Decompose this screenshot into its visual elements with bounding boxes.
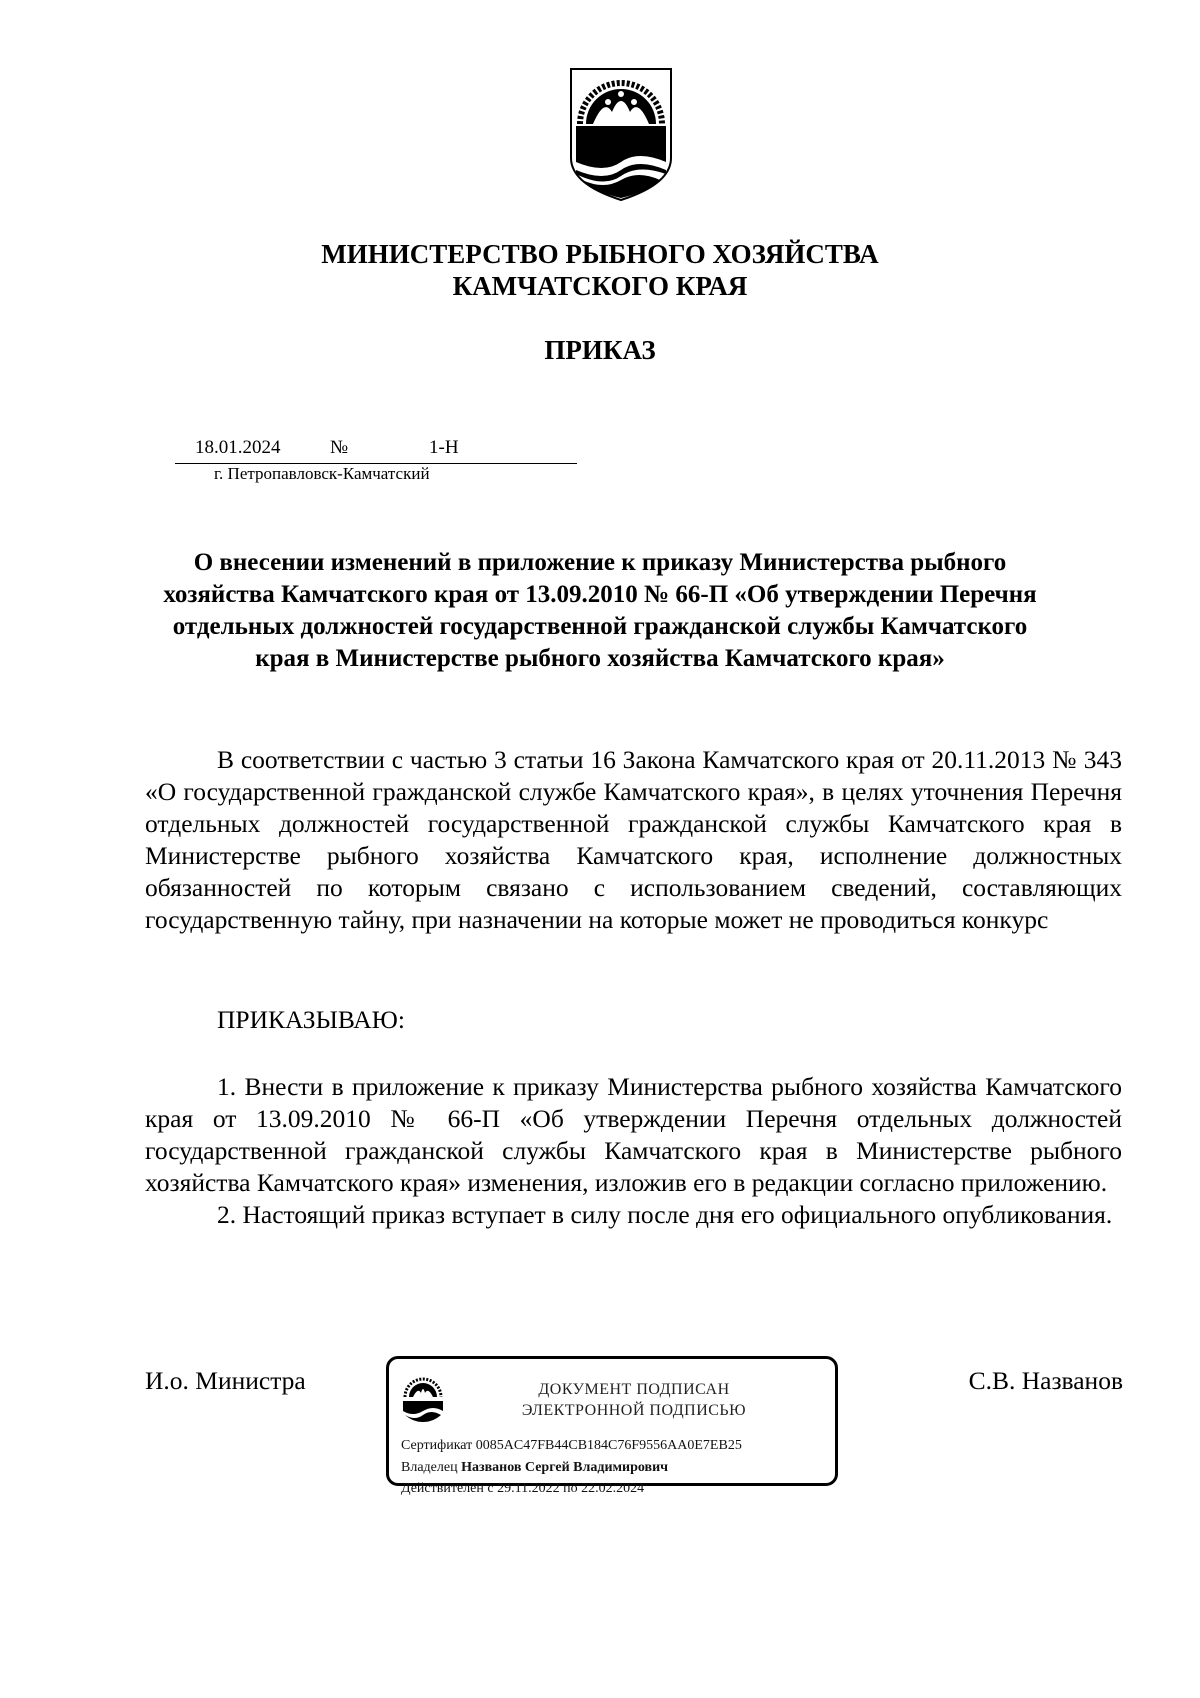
certificate-value: 0085AC47FB44CB184C76F9556AA0E7EB25: [475, 1438, 742, 1453]
order-item-2: 2. Настоящий приказ вступает в силу после дня его официального опубликования.: [217, 1200, 1113, 1229]
ministry-name-line1: МИНИСТЕРСТВО РЫБНОГО ХОЗЯЙСТВА: [321, 239, 879, 269]
owner-label: Владелец: [401, 1460, 458, 1475]
order-item-1: 1. Внести в приложение к приказу Министерства рыбного хозяйства Камчатского края от 13.09.2010 № 66-П «Об утверждении Перечня отдельных должностей государственной гражданской службы Камчатского края в Министерстве рыбного хозяйства Камчатского края» изменения, изложив его в редакции согласно приложению.: [145, 1072, 1122, 1197]
stamp-heading: [469, 1379, 799, 1421]
order-items: [145, 1071, 1122, 1231]
ministry-name-line2: КАМЧАТСКОГО КРАЯ: [452, 271, 748, 301]
stamp-emblem-icon: [399, 1375, 447, 1423]
order-word-paragraph: [145, 1004, 1122, 1036]
order-word: ПРИКАЗЫВАЮ:: [217, 1005, 405, 1034]
document-type: ПРИКАЗ: [544, 335, 656, 365]
kamchatka-coat-of-arms-icon: [568, 66, 674, 202]
intro-text: В соответствии с частью 3 статьи 16 Закона Камчатского края от 20.11.2013 № 343 «О государственной гражданской службе Камчатского края», в целях уточнения Перечня отдельных должностей государственной гражданской службы Камчатского края в Министерстве рыбного хозяйства Камчатского края, исполнение должностных обязанностей по которым связано с использованием сведений, составляющих государственную тайну, при назначении на которые может не проводиться конкурс: [145, 745, 1122, 934]
intro-paragraph: [145, 744, 1122, 936]
certificate-label: Сертификат: [401, 1438, 473, 1453]
electronic-signature-stamp: [386, 1356, 838, 1496]
stamp-validity: [401, 1481, 644, 1497]
stamp-owner: [401, 1460, 668, 1476]
stamp-heading-line2: ЭЛЕКТРОННОЙ ПОДПИСЬЮ: [521, 1402, 747, 1419]
number-sign: №: [330, 437, 349, 458]
valid-to: 22.02.2024: [581, 1481, 645, 1496]
stamp-heading-line1: ДОКУМЕНТ ПОДПИСАН: [538, 1381, 730, 1398]
valid-to-label: по: [563, 1481, 578, 1496]
document-title: О внесении изменений в приложение к приказу Министерства рыбного хозяйства Камчатского края от 13.09.2010 № 66-П «Об утверждении Перечня отдельных должностей государственной гражданской службы Камчатского края в Министерстве рыбного хозяйства Камчатского края»: [163, 549, 1037, 672]
valid-from: 29.11.2022: [497, 1481, 560, 1496]
signer-name: С.В. Названов: [968, 1366, 1123, 1395]
ministry-name: [0, 238, 1200, 302]
stamp-certificate: [401, 1438, 742, 1454]
document-number: 1-Н: [429, 437, 459, 458]
owner-value: Названов Сергей Владимирович: [461, 1460, 669, 1475]
signer-position: И.о. Министра: [145, 1366, 306, 1395]
document-date: 18.01.2024: [195, 437, 281, 458]
valid-label: Действителен с: [401, 1481, 494, 1496]
date-number-line: [175, 433, 577, 464]
document-place: г. Петропавловск-Камчатский: [214, 464, 430, 483]
